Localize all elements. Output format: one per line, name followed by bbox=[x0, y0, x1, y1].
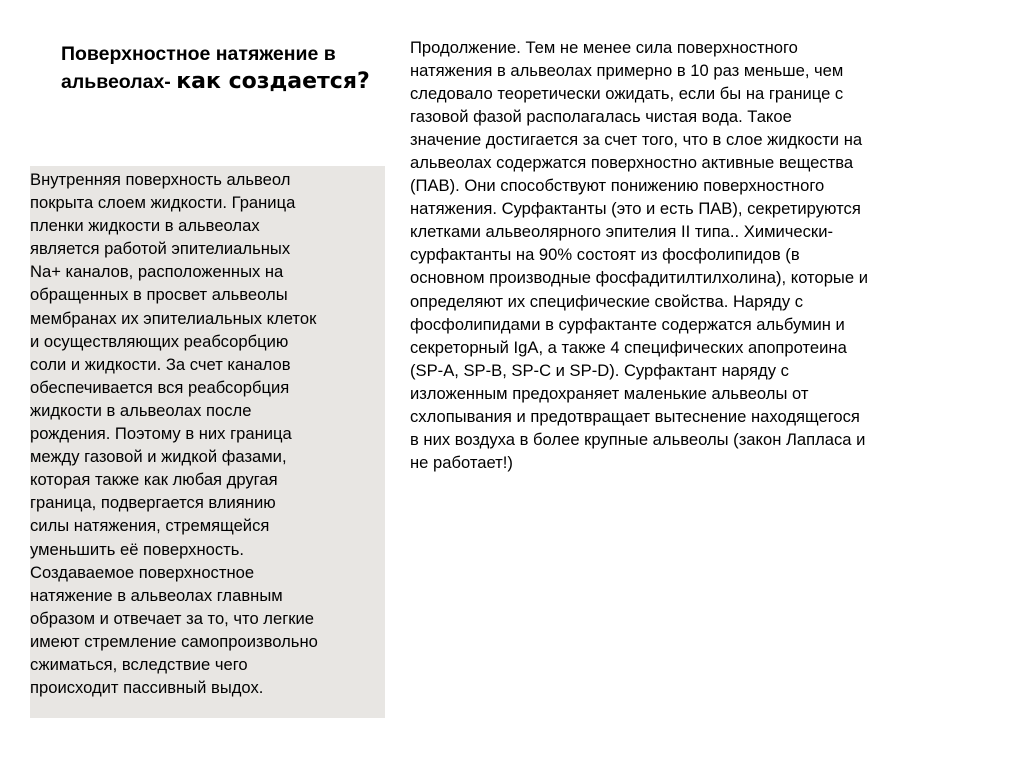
slide-title bbox=[61, 40, 391, 96]
title-accent: как создается? bbox=[176, 69, 370, 94]
right-text-block: Продолжение. Тем не менее сила поверхностного натяжения в альвеолах примерно в 10 раз меньше, чем следовало теоретически ожидать, если бы на границе с газовой фазой располагалась чистая вода. Такое значение достигается за счет того, что в слое жидкости на альвеолах содержатся поверхностно активные вещества (ПАВ). Они способствуют понижению поверхностного натяжения. Сурфактанты (это и есть ПАВ), секретируются клетками альвеолярного эпителия II типа.. Химически- сурфактанты на 90% состоят из фосфолипидов (в основном производные фосфадитилтилхолина), которые и определяют их специфические свойства. Наряду с фосфолипидами в сурфактанте содержатся альбумин и секреторный IgA, а также 4 специфических апопротеина (SP-A, SP-B, SP-C и SP-D). Сурфактант наряду с изложенным предохраняет маленькие альвеолы от схлопывания и предотвращает вытеснение находящегося в них воздуха в более крупные альвеолы (закон Лапласа и не работает!) bbox=[410, 38, 868, 472]
left-text-block: Внутренняя поверхность альвеол покрыта слоем жидкости. Граница пленки жидкости в альвеолах является работой эпителиальных Na+ каналов, расположенных на обращенных в просвет альвеолы мембранах их эпителиальных клеток и осуществляющих реабсорбцию соли и жидкости. За счет каналов обеспечивается вся реабсорбция жидкости в альвеолах после рождения. Поэтому в них граница между газовой и жидкой фазами, которая также как любая другая граница, подвергается влиянию силы натяжения, стремящейся уменьшить её поверхность. Создаваемое поверхностное натяжение в альвеолах главным образом и отвечает за то, что легкие имеют стремление самопроизвольно сжиматься, вследствие чего происходит пассивный выдох. bbox=[30, 166, 385, 718]
title-main: Поверхностное натяжение в альвеолах- bbox=[61, 43, 336, 93]
